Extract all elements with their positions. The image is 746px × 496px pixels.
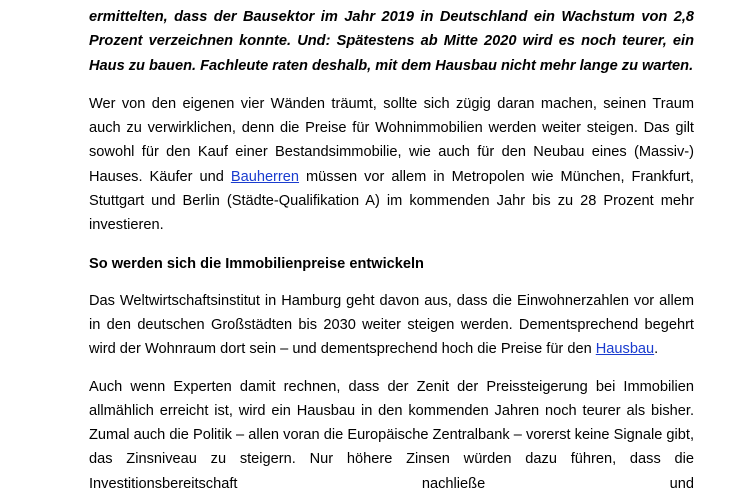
lead-paragraph	[89, 5, 694, 78]
paragraph-2-text-end: .	[654, 341, 659, 358]
section-heading: So werden sich die Immobilienpreise entwickeln	[89, 255, 424, 272]
hausbau-link[interactable]: Hausbau	[595, 341, 655, 358]
body-paragraph-1	[89, 92, 694, 238]
paragraph-3-text: Auch wenn Experten damit rechnen, dass der Zenit der Preissteigerung bei Immobilien allmählich erreicht ist, wird ein Hausbau in den kommenden Jahren noch teurer als bisher. Zumal auch die Politik – allen voran die Europäische Zentralbank – vorerst keine Signale gibt, das Zinsniveau zu steigern. Nur höhere Zinsen würden dazu führen, dass die Investitionsbereitschaft nachließe und	[89, 378, 694, 492]
body-paragraph-2	[89, 289, 694, 362]
body-paragraph-3	[89, 375, 694, 496]
paragraph-2-text-start: Das Weltwirtschaftsinstitut in Hamburg geht davon aus, dass die Einwohnerzahlen vor allem in den deutschen Großstädten bis 2030 weiter steigen werden. Dementsprechend begehrt wird der Wohnraum dort sein – und dementsprechend hoch die Preise für den	[89, 292, 694, 358]
paragraph-1-text-start: Wer von den eigenen vier Wänden träumt, sollte sich zügig daran machen, seinen Traum auch zu verwirklichen, denn die Preise für Wohnimmobilien werden weiter steigen. Das gilt sowohl für den Kauf einer Bestandsimmobilie, wie auch für den Neubau eines (Massiv-) Hauses. Käufer und	[89, 95, 694, 185]
paragraph-1-text-end: müssen vor allem in Metropolen wie München, Frankfurt, Stuttgart und Berlin (Städte-Qualifikation A) im kommenden Jahr bis zu 28 Prozent mehr investieren.	[89, 168, 694, 234]
document-page	[89, 0, 694, 496]
lead-text: ermittelten, dass der Bausektor im Jahr 2019 in Deutschland ein Wachstum von 2,8 Prozent verzeichnen konnte. Und: Spätestens ab Mitte 2020 wird es noch teurer, ein Haus zu bauen. Fachleute raten deshalb, mit dem Hausbau nicht mehr lange zu warten.	[89, 9, 694, 74]
bauherren-link[interactable]: Bauherren	[230, 168, 300, 185]
